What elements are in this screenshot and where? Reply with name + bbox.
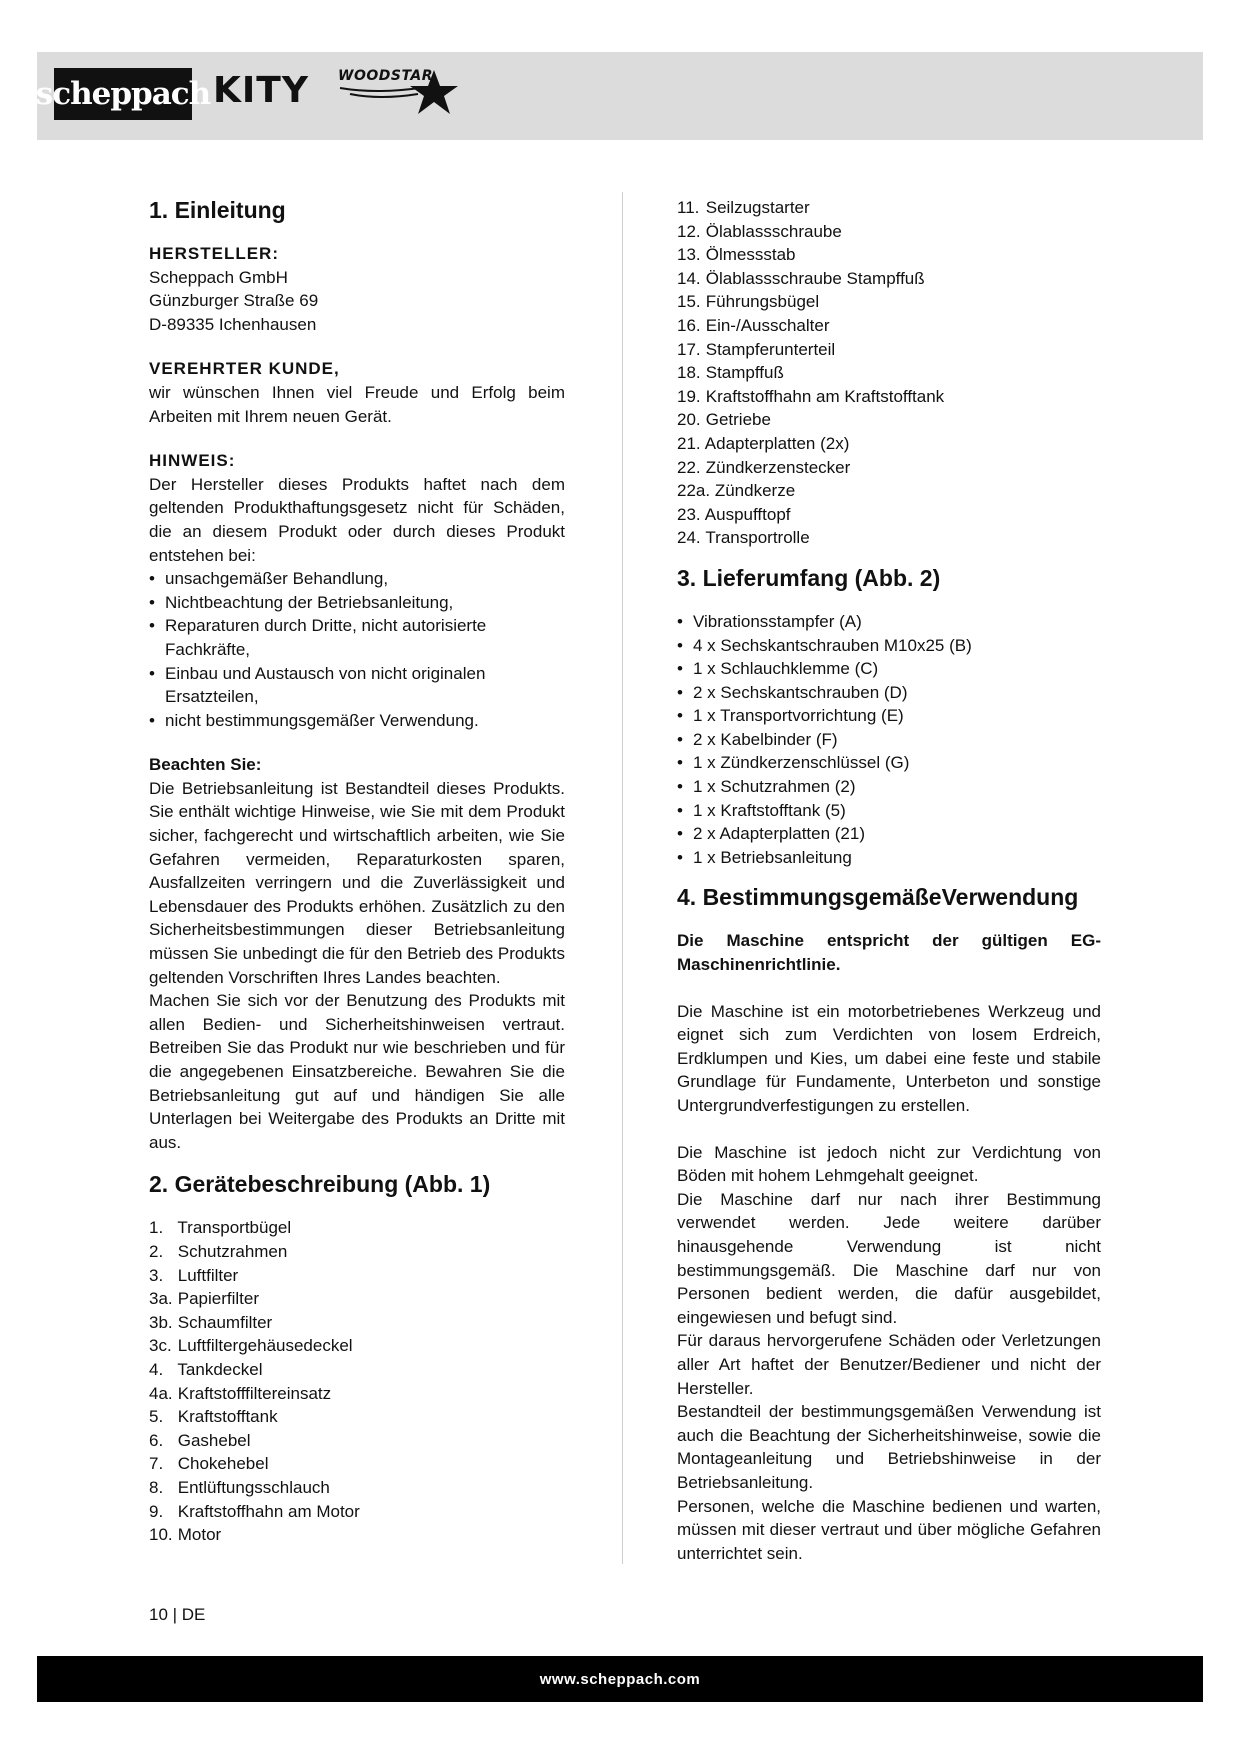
section-1-title: 1. Einleitung: [149, 197, 286, 223]
hersteller-line: Günzburger Straße 69: [149, 291, 319, 311]
list-item: 6. Gashebel: [149, 1430, 251, 1450]
list-item: 8. Entlüftungsschlauch: [149, 1477, 330, 1497]
parts-list-left: [149, 1216, 565, 1546]
parts-list-right: [677, 196, 1101, 550]
kunde-label: VEREHRTER KUNDE,: [149, 359, 340, 379]
list-item: • Einbau und Austausch von nicht originalen Ersatzteilen,: [149, 662, 565, 709]
list-item: 5. Kraftstofftank: [149, 1407, 278, 1427]
list-item: • nicht bestimmungsgemäßer Verwendung.: [149, 709, 565, 733]
right-column: [677, 196, 1101, 1565]
hinweis-list: [149, 567, 565, 732]
hersteller-label: HERSTELLER:: [149, 244, 279, 263]
list-item: • Vibrationsstampfer (A): [677, 610, 1101, 634]
section-4-title: 4. BestimmungsgemäßeVerwendung: [677, 884, 1079, 911]
hersteller-line: Scheppach GmbH: [149, 267, 288, 287]
hinweis-text: Der Hersteller dieses Produkts haftet nach dem geltenden Produkthaftungsgesetz nicht für Schäden, die an diesem Produkt oder durch dieses Produkt entstehen bei:: [149, 474, 565, 565]
list-item: 17. Stampferunterteil: [677, 339, 836, 359]
section-4-paragraph: Die Maschine darf nur nach ihrer Bestimmung verwendet werden. Jede weitere darüber hinausgehende Verwendung ist nicht bestimmungsgemäß. Die Maschine darf nur von Personen bedient werden, die dafür ausgebildet, eingewiesen und befugt sind.: [677, 1189, 1101, 1327]
section-4-paragraph: Die Maschine ist jedoch nicht zur Verdichtung von Böden mit hohem Lehmgehalt geeignet.: [677, 1142, 1101, 1186]
list-item: 4a. Kraftstofffiltereinsatz: [149, 1383, 332, 1403]
list-item: • 1 x Schutzrahmen (2): [677, 775, 1101, 799]
list-item: • 1 x Betriebsanleitung: [677, 846, 1101, 870]
woodstar-logo: [336, 64, 466, 120]
scheppach-logo: scheppach: [54, 68, 192, 120]
list-item: 1. Transportbügel: [149, 1218, 292, 1238]
list-item: 18. Stampffuß: [677, 363, 784, 383]
list-item: 4. Tankdeckel: [149, 1359, 263, 1379]
list-item: 16. Ein-/Ausschalter: [677, 315, 830, 335]
beachten-label: Beachten Sie:: [149, 755, 262, 775]
column-divider: [622, 192, 623, 1564]
list-item: • unsachgemäßer Behandlung,: [149, 567, 565, 591]
left-column: [149, 196, 565, 1547]
section-4-paragraph: Bestandteil der bestimmungsgemäßen Verwendung ist auch die Beachtung der Sicherheitshinweise, sowie die Montageanleitung und Betriebshinweise in der Betriebsanleitung.: [677, 1402, 1101, 1492]
list-item: 21. Adapterplatten (2x): [677, 433, 850, 453]
list-item: • Nichtbeachtung der Betriebsanleitung,: [149, 591, 565, 615]
woodstar-wordmark: WOODSTAR: [338, 68, 434, 84]
list-item: 2. Schutzrahmen: [149, 1241, 288, 1261]
list-item: 15. Führungsbügel: [677, 292, 820, 312]
list-item: 3. Luftfilter: [149, 1265, 239, 1285]
list-item: 7. Chokehebel: [149, 1454, 269, 1474]
list-item: • 1 x Zündkerzenschlüssel (G): [677, 751, 1101, 775]
list-item: 11. Seilzugstarter: [677, 198, 810, 217]
hinweis-label: HINWEIS:: [149, 451, 236, 471]
page-number: 10 | DE: [149, 1605, 206, 1624]
header-bar: [37, 52, 1203, 140]
list-item: 9. Kraftstoffhahn am Motor: [149, 1501, 360, 1521]
section-4-paragraph: Personen, welche die Maschine bedienen und warten, müssen mit dieser vertraut und über mögliche Gefahren unterrichtet sein.: [677, 1496, 1101, 1563]
list-item: • 1 x Schlauchklemme (C): [677, 657, 1101, 681]
list-item: • 1 x Transportvorrichtung (E): [677, 704, 1101, 728]
section-4-lead: Die Maschine entspricht der gültigen EG-Maschinenrichtlinie.: [677, 931, 1101, 975]
list-item: 20. Getriebe: [677, 410, 771, 430]
footer-bar: [37, 1656, 1203, 1702]
list-item: 22. Zündkerzenstecker: [677, 457, 851, 477]
list-item: 12. Ölablassschraube: [677, 221, 842, 241]
list-item: 22a. Zündkerze: [677, 481, 796, 501]
list-item: 24. Transportrolle: [677, 528, 810, 548]
hersteller-line: D-89335 Ichenhausen: [149, 314, 317, 334]
beachten-text: Machen Sie sich vor der Benutzung des Produkts mit allen Bedien- und Sicherheitshinweisen vertraut. Betreiben Sie das Produkt nur wie beschrieben und für die angegebenen Einsatzbereiche. Bewahren Sie die Betriebsanleitung gut auf und händigen Sie alle Unterlagen bei Weitergabe des Produkts an Dritte mit aus.: [149, 991, 565, 1152]
list-item: • 1 x Kraftstofftank (5): [677, 799, 1101, 823]
list-item: 23. Auspufftopf: [677, 504, 791, 524]
list-item: 3c. Luftfiltergehäusedeckel: [149, 1336, 353, 1356]
list-item: 19. Kraftstoffhahn am Kraftstofftank: [677, 386, 945, 406]
list-item: • 2 x Sechskantschrauben (D): [677, 681, 1101, 705]
list-item: • Reparaturen durch Dritte, nicht autorisierte Fachkräfte,: [149, 614, 565, 661]
list-item: • 2 x Kabelbinder (F): [677, 728, 1101, 752]
list-item: 14. Ölablassschraube Stampffuß: [677, 268, 925, 288]
delivery-list: [677, 610, 1101, 870]
section-4-paragraph: Für daraus hervorgerufene Schäden oder Verletzungen aller Art haftet der Benutzer/Bediener und nicht der Hersteller.: [677, 1331, 1101, 1398]
list-item: • 2 x Adapterplatten (21): [677, 822, 1101, 846]
list-item: 3b. Schaumfilter: [149, 1312, 273, 1332]
section-4-paragraph: Die Maschine ist ein motorbetriebenes Werkzeug und eignet sich zum Verdichten von losem Erdreich, Erdklumpen und Kies, um dabei eine feste und stabile Grundlage für Fundamente, Unterbeton und sonstige Untergrundverfestigungen zu erstellen.: [677, 1001, 1101, 1115]
footer-url[interactable]: www.scheppach.com: [539, 1670, 701, 1688]
section-3-title: 3. Lieferumfang (Abb. 2): [677, 564, 941, 591]
list-item: 10. Motor: [149, 1525, 222, 1545]
kunde-text: wir wünschen Ihnen viel Freude und Erfolg beim Arbeiten mit Ihrem neuen Gerät.: [149, 382, 565, 426]
list-item: 13. Ölmessstab: [677, 245, 796, 265]
section-2-title: 2. Gerätebeschreibung (Abb. 1): [149, 1171, 491, 1198]
list-item: • 4 x Sechskantschrauben M10x25 (B): [677, 634, 1101, 658]
beachten-text: Die Betriebsanleitung ist Bestandteil dieses Produkts. Sie enthält wichtige Hinweise, wie Sie mit dem Produkt sicher, fachgerecht und wirtschaftlich arbeiten, wie Sie Gefahren vermeiden, Reparaturkosten sparen, Ausfallzeiten verringern und die Zuverlässigkeit und Lebensdauer des Produkts erhöhen. Zusätzlich zu den Sicherheitsbestimmungen dieser Betriebsanleitung müssen Sie unbedingt die für den Betrieb des Produkts geltenden Vorschriften Ihres Landes beachten.: [149, 778, 565, 987]
kity-logo: KITY: [213, 70, 309, 111]
list-item: 3a. Papierfilter: [149, 1289, 259, 1309]
